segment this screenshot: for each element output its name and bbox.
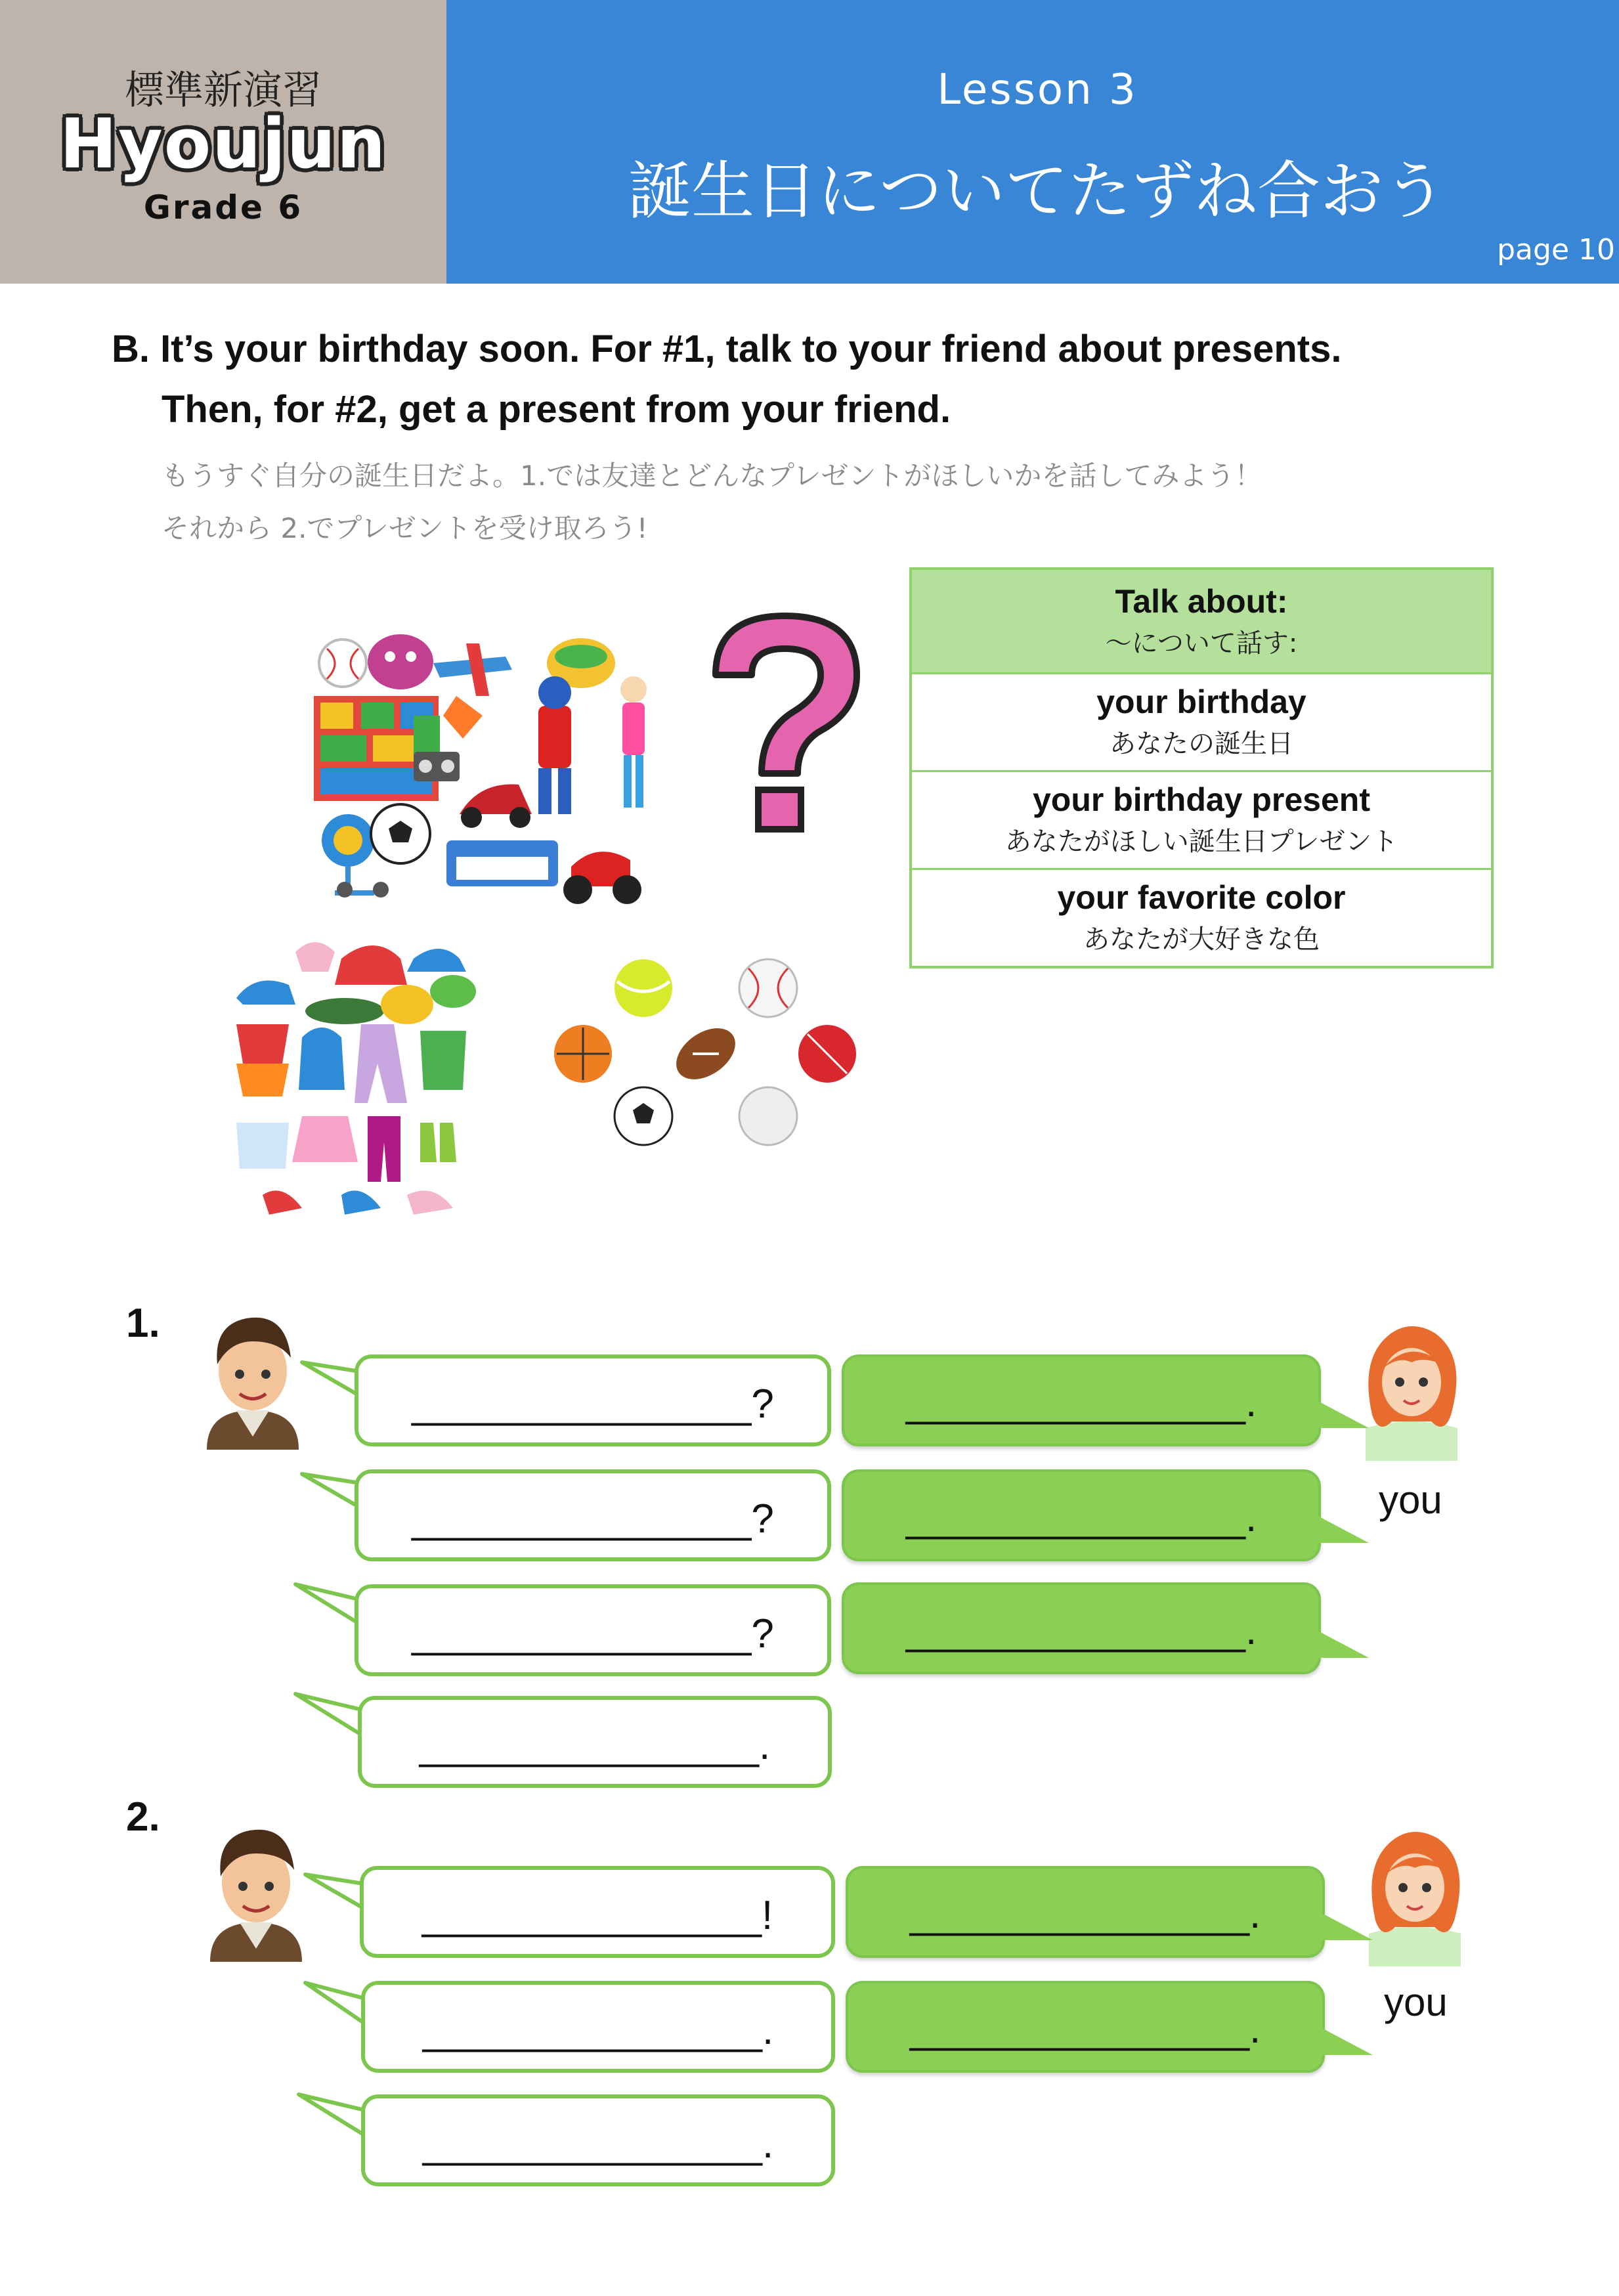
friend-speech-bubble[interactable] <box>361 2094 835 2186</box>
talk-about-title-jp: 〜について話す: <box>1105 628 1298 659</box>
answer-blank: _______________. <box>422 2008 774 2053</box>
boy-avatar-icon <box>200 1305 305 1450</box>
answer-blank: _______________. <box>422 2121 774 2167</box>
friend-speech-bubble[interactable] <box>361 1981 835 2073</box>
answer-blank: _______________. <box>905 1380 1257 1425</box>
you-label: you <box>1379 1478 1442 1522</box>
your-speech-bubble[interactable] <box>846 1981 1325 2073</box>
topic-en: your favorite color <box>1057 879 1346 916</box>
friend-speech-bubble[interactable] <box>360 1866 835 1958</box>
friend-speech-bubble[interactable] <box>355 1584 831 1676</box>
sports-balls-icon <box>551 955 867 1152</box>
bubble-tail <box>1317 1907 1376 1947</box>
instruction-line-1: B. It’s your birthday soon. For #1, talk to your friend about presents. <box>112 328 1342 370</box>
talk-about-row <box>912 770 1491 868</box>
girl-avatar-icon <box>1352 1316 1471 1461</box>
topic-jp: あなたの誕生日 <box>1110 729 1293 759</box>
instruction-jp-line-1: もうすぐ自分の誕生日だよ。1.では友達とどんなプレゼントがほしいかを話してみよう！ <box>162 460 1263 492</box>
answer-blank: _______________? <box>412 1496 774 1542</box>
topic-jp: あなたがほしい誕生日プレゼント <box>1004 827 1398 857</box>
talk-about-title: Talk about: <box>1115 583 1288 620</box>
answer-blank: _______________. <box>419 1723 771 1768</box>
your-speech-bubble[interactable] <box>842 1469 1321 1561</box>
brand-title: Hyoujun <box>59 104 387 184</box>
brand-grade: Grade 6 <box>143 188 303 227</box>
talk-about-row <box>912 868 1491 966</box>
page-number: page 10 <box>1497 233 1615 267</box>
your-speech-bubble[interactable] <box>846 1866 1325 1958</box>
answer-blank: _______________? <box>412 1381 774 1427</box>
toys-collage-icon <box>309 624 670 906</box>
lesson-label: Lesson 3 <box>937 66 1138 114</box>
topic-en: your birthday present <box>1033 781 1370 818</box>
lesson-title: 誕生日についてたずね合おう <box>628 154 1447 228</box>
answer-blank: _______________. <box>905 1495 1257 1540</box>
your-speech-bubble[interactable] <box>842 1582 1321 1674</box>
friend-speech-bubble[interactable] <box>355 1469 831 1561</box>
instruction-jp-line-2: それから 2.でプレゼントを受け取ろう! <box>162 512 648 544</box>
talk-about-table <box>909 567 1494 968</box>
topic-jp: あなたが大好きな色 <box>1083 924 1320 955</box>
bubble-tail <box>1317 2022 1376 2062</box>
talk-about-row <box>912 672 1491 770</box>
friend-speech-bubble[interactable] <box>355 1354 831 1446</box>
you-label: you <box>1384 1980 1448 2024</box>
instruction-line-2: Then, for #2, get a present from your friend. <box>162 388 951 431</box>
dialog-1-number: 1. <box>126 1301 160 1346</box>
question-mark-icon <box>689 603 880 852</box>
topic-en: your birthday <box>1096 683 1306 720</box>
bubble-tail <box>1313 1510 1372 1549</box>
dialog-2-number: 2. <box>126 1794 160 1840</box>
answer-blank: _______________! <box>421 1893 773 1938</box>
bubble-tail <box>295 1691 368 1743</box>
boy-avatar-icon <box>204 1817 309 1962</box>
answer-blank: _______________. <box>905 1608 1257 1653</box>
your-speech-bubble[interactable] <box>842 1354 1321 1446</box>
bubble-tail <box>1313 1395 1372 1435</box>
bubble-tail <box>299 2091 371 2144</box>
friend-speech-bubble[interactable] <box>358 1696 832 1788</box>
answer-blank: _______________? <box>412 1611 774 1657</box>
clothes-collage-icon <box>230 932 486 1241</box>
answer-blank: _______________. <box>909 1892 1261 1937</box>
bubble-tail <box>1313 1625 1372 1664</box>
brand-kanji: 標準新演習 <box>125 68 322 114</box>
answer-blank: _______________. <box>909 2006 1261 2052</box>
talk-about-header <box>912 570 1491 672</box>
